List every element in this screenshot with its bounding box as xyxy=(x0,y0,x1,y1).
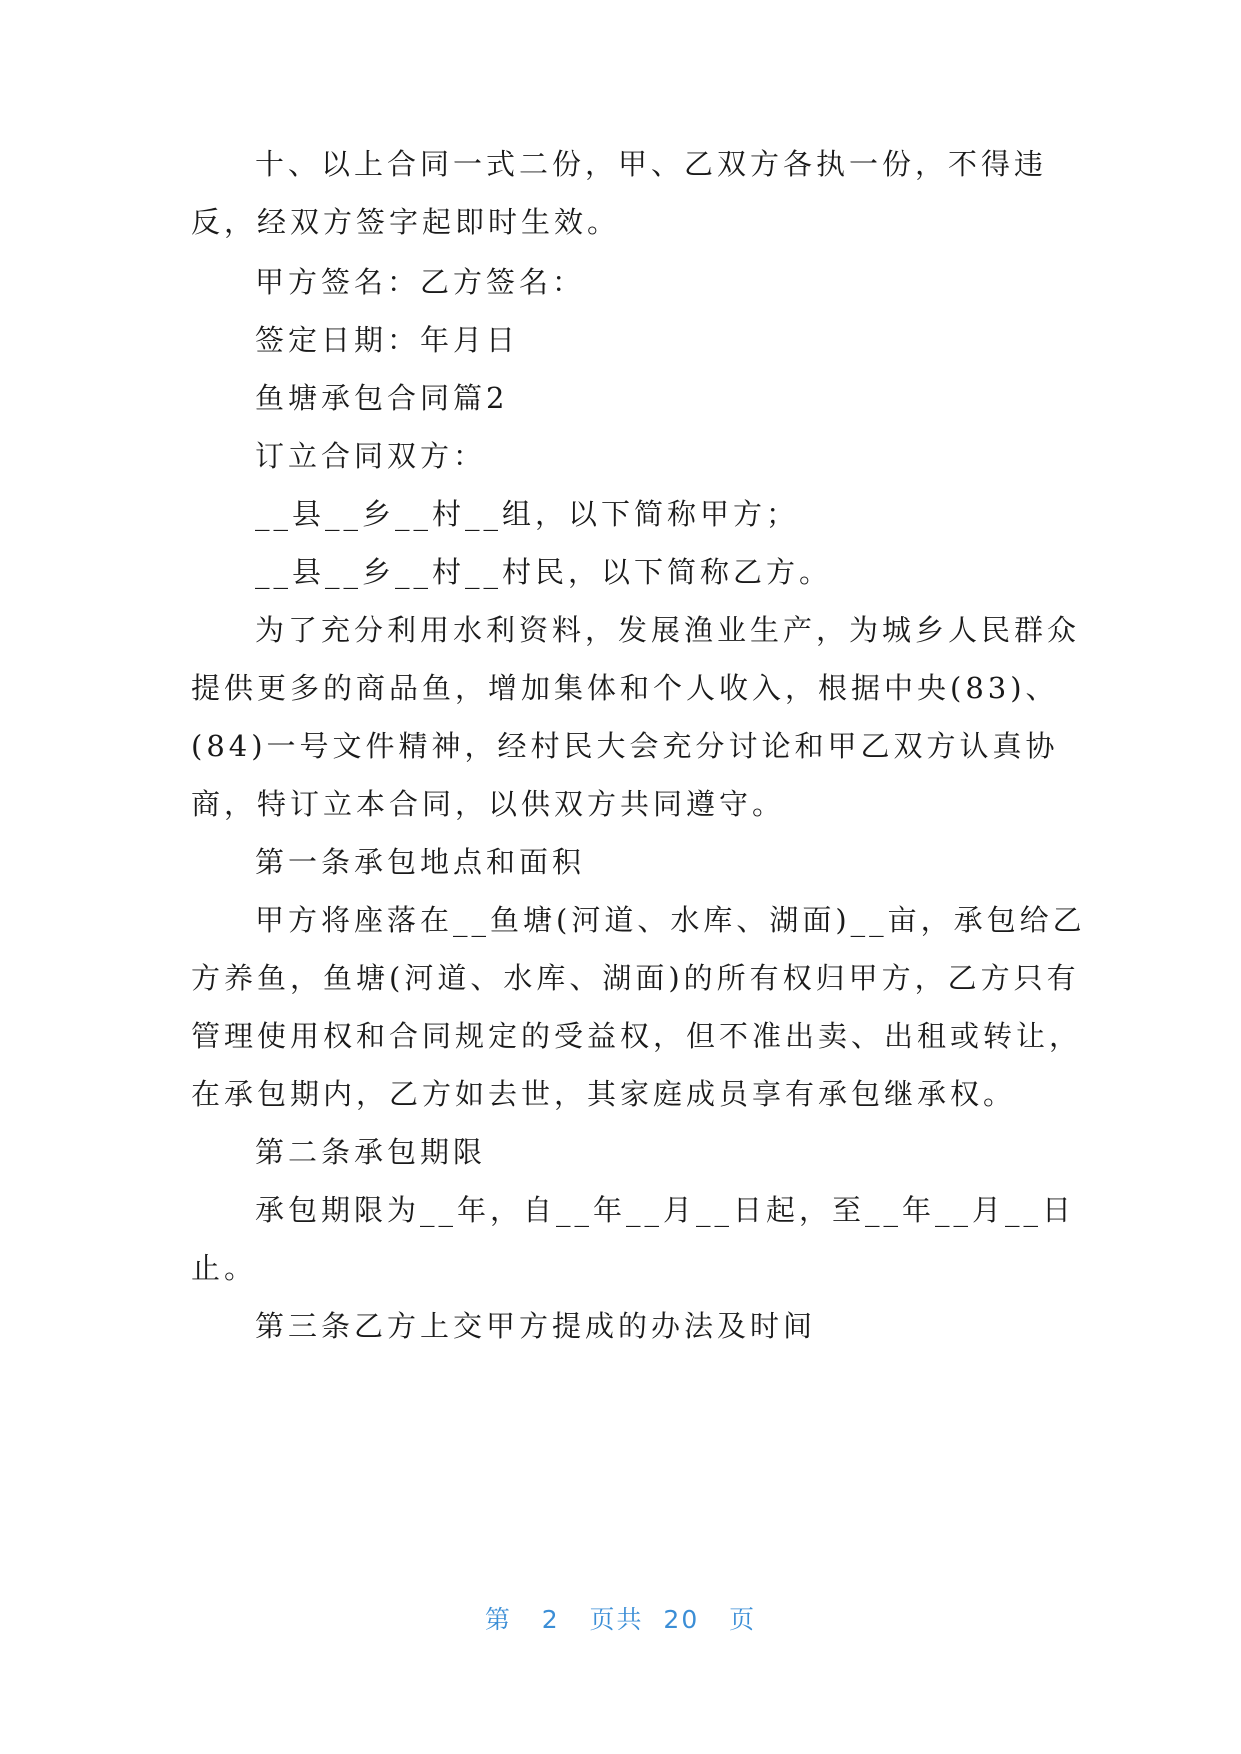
paragraph-line: (84)一号文件精神，经村民大会充分讨论和甲乙双方认真协 xyxy=(191,729,1059,763)
footer-middle: 页共 xyxy=(589,1605,644,1634)
section-heading: 鱼塘承包合同篇2 xyxy=(255,381,509,415)
paragraph-line: 方养鱼，鱼塘(河道、水库、湖面)的所有权归甲方，乙方只有 xyxy=(191,961,1080,995)
paragraph-line: 甲方签名：乙方签名： xyxy=(255,265,586,299)
paragraph-line: 十、以上合同一式二份，甲、乙双方各执一份，不得违 xyxy=(255,147,1048,181)
paragraph-line: 反，经双方签字起即时生效。 xyxy=(191,205,621,239)
paragraph-line: 为了充分利用水利资料，发展渔业生产，为城乡人民群众 xyxy=(255,613,1081,647)
paragraph-line: 在承包期内，乙方如去世，其家庭成员享有承包继承权。 xyxy=(191,1077,1017,1111)
paragraph-line: 止。 xyxy=(191,1251,258,1285)
paragraph-line: 提供更多的商品鱼，增加集体和个人收入，根据中央(83)、 xyxy=(191,671,1059,705)
page-footer xyxy=(0,1600,1241,1636)
paragraph-line: 管理使用权和合同规定的受益权，但不准出卖、出租或转让， xyxy=(191,1019,1083,1053)
footer-prefix: 第 xyxy=(484,1605,512,1634)
paragraph-line: 承包期限为__年，自__年__月__日起，至__年__月__日 xyxy=(255,1193,1076,1227)
footer-current-page: 2 xyxy=(541,1605,560,1634)
footer-suffix: 页 xyxy=(729,1605,757,1634)
article-heading: 第二条承包期限 xyxy=(255,1135,487,1169)
paragraph-line: 商，特订立本合同，以供双方共同遵守。 xyxy=(191,787,786,821)
paragraph-line: 甲方将座落在__鱼塘(河道、水库、湖面)__亩，承包给乙 xyxy=(255,903,1086,937)
paragraph-line: __县__乡__村__组，以下简称甲方； xyxy=(255,497,800,531)
paragraph-line: 订立合同双方： xyxy=(255,439,487,473)
article-heading: 第三条乙方上交甲方提成的办法及时间 xyxy=(255,1309,817,1343)
paragraph-line: __县__乡__村__村民，以下简称乙方。 xyxy=(255,555,833,589)
article-heading: 第一条承包地点和面积 xyxy=(255,845,586,879)
footer-total-pages: 20 xyxy=(663,1605,700,1634)
paragraph-line: 签定日期：年月日 xyxy=(255,323,520,357)
